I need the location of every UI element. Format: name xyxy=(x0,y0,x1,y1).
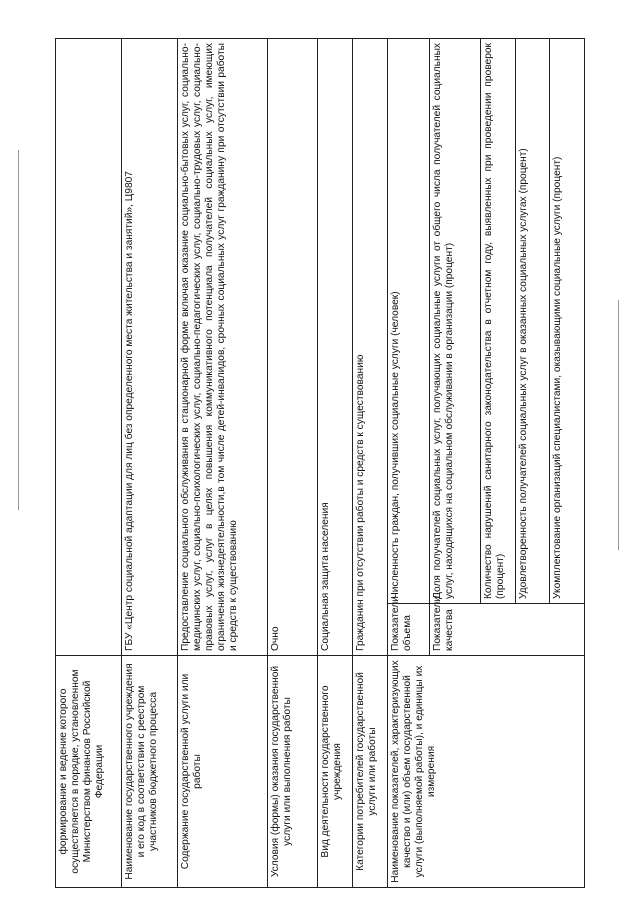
row-value-content: Предоставление социального обслуживания в стационарной форме включая оказание социально-бытовых услуг, социально-медицинских услуг, социально-психологических услуг, социально-педагогических услуг, социально-трудовых услуг, социально-правовых услуг, услуг в целях повышения коммуникативного потенциала получателей социальных услуг, имеющих ограничения жизнедеятельности,в том числе детей-инвалидов, срочных социальных услуг гражданину при отсутствии работы и средств к существованию xyxy=(178,39,268,656)
quality-indicator: Укомплектование организаций специалистами, оказывающими социальные услуги (процент) xyxy=(550,39,585,604)
volume-indicator: Численность граждан, получивших социальные услуги (человек) xyxy=(387,39,430,604)
rotated-table-wrapper xyxy=(55,38,585,888)
row-label-institution: Наименование государственного учреждения и его код в соответствии с реестром участников бюджетного процесса xyxy=(122,656,178,888)
subheader-volume: Показатели объема xyxy=(387,604,430,656)
scan-mark-right xyxy=(618,300,619,550)
quality-indicator: Количество нарушений санитарного законодательства в отчетном году, выявленных при проведении проверок (процент) xyxy=(481,39,516,604)
scan-mark-left xyxy=(18,150,19,510)
row-label-registry: формирование и ведение которого осуществляется в порядке, установленном Министерством финансов Российской Федерации xyxy=(56,656,122,888)
row-value-activity: Социальная защита населения xyxy=(318,39,353,656)
table-row xyxy=(267,39,318,888)
table-row xyxy=(178,39,268,888)
row-label-content: Содержание государственной услуги или работы xyxy=(178,656,268,888)
row-label-conditions: Условия (формы) оказания государственной услуги или выполнения работы xyxy=(267,656,318,888)
table-row xyxy=(56,39,122,888)
row-label-indicators: Наименование показателей, характеризующих качество и (или) объем государственной услуги (выполняемой работы), и единицы их измерения xyxy=(387,656,584,888)
row-label-activity: Вид деятельности государственного учреждения xyxy=(318,656,353,888)
row-value-empty xyxy=(56,39,122,656)
service-table xyxy=(55,38,585,888)
table-row xyxy=(318,39,353,888)
row-label-consumers: Категории потребителей государственной услуги или работы xyxy=(353,656,388,888)
table-row xyxy=(387,39,430,888)
subheader-quality: Показатели качества xyxy=(430,604,585,656)
quality-indicator: Удовлетворенность получателей социальных услуг в оказанных социальных услугах (процент) xyxy=(515,39,550,604)
quality-indicator: Доля получателей социальных услуг, получающих социальные услуги от общего числа получателей социальных услуг, находящихся на социальном обслуживании в организации (процент) xyxy=(430,39,481,604)
row-value-institution: ГБУ «Центр социальной адаптации для лиц без определенного места жительства и занятий», Ц9807 xyxy=(122,39,178,656)
row-value-conditions: Очно xyxy=(267,39,318,656)
table-row xyxy=(122,39,178,888)
table-row xyxy=(353,39,388,888)
row-value-consumers: Гражданин при отсутствии работы и средств к существованию xyxy=(353,39,388,656)
